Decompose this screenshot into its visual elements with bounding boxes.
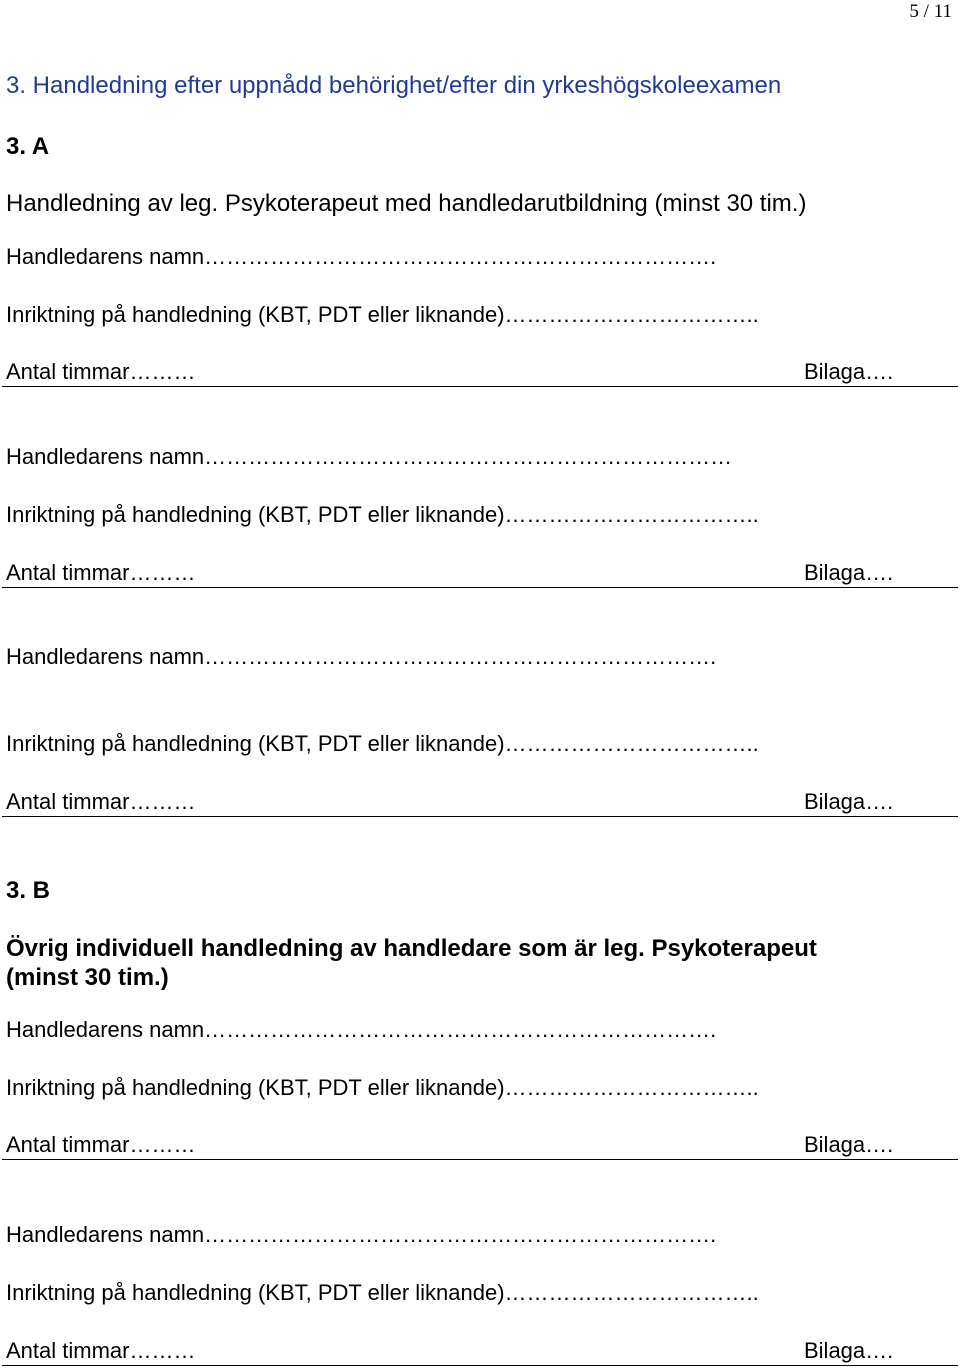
part-a-label: 3. A — [6, 133, 50, 160]
entry-divider — [2, 587, 958, 588]
hours-field[interactable]: Antal timmar……… — [6, 789, 196, 814]
attachment-field[interactable]: Bilaga…. — [804, 1338, 894, 1363]
supervision-focus-field[interactable]: Inriktning på handledning (KBT, PDT eller liknande)…………………………….. — [6, 502, 759, 527]
hours-field[interactable]: Antal timmar……… — [6, 1338, 196, 1363]
supervisor-name-field[interactable]: Handledarens namn……………………………………………………………. — [6, 1222, 717, 1247]
supervisor-name-field[interactable]: Handledarens namn……………………………………………………………. — [6, 1017, 717, 1042]
part-a-title: Handledning av leg. Psykoterapeut med handledarutbildning (minst 30 tim.) — [6, 190, 807, 217]
attachment-field[interactable]: Bilaga…. — [804, 1132, 894, 1157]
entry-divider — [2, 1365, 958, 1366]
page-number: 5 / 11 — [909, 1, 952, 22]
attachment-field[interactable]: Bilaga…. — [804, 359, 894, 384]
supervisor-name-field[interactable]: Handledarens namn……………………………………………………………. — [6, 644, 717, 669]
attachment-field[interactable]: Bilaga…. — [804, 789, 894, 814]
supervisor-name-field[interactable]: Handledarens namn……………………………………………………………… — [6, 444, 733, 469]
attachment-field[interactable]: Bilaga…. — [804, 560, 894, 585]
supervision-focus-field[interactable]: Inriktning på handledning (KBT, PDT eller liknande)…………………………….. — [6, 1280, 759, 1305]
supervisor-name-field[interactable]: Handledarens namn……………………………………………………………. — [6, 244, 717, 269]
entry-divider — [2, 386, 958, 387]
section-title: 3. Handledning efter uppnådd behörighet/efter din yrkeshögskoleexamen — [6, 72, 782, 99]
hours-field[interactable]: Antal timmar……… — [6, 560, 196, 585]
supervision-focus-field[interactable]: Inriktning på handledning (KBT, PDT eller liknande)…………………………….. — [6, 302, 759, 327]
entry-divider — [2, 1159, 958, 1160]
part-b-title-continued: (minst 30 tim.) — [6, 964, 169, 991]
hours-field[interactable]: Antal timmar……… — [6, 359, 196, 384]
supervision-focus-field[interactable]: Inriktning på handledning (KBT, PDT eller liknande)…………………………….. — [6, 731, 759, 756]
hours-field[interactable]: Antal timmar……… — [6, 1132, 196, 1157]
part-b-title: Övrig individuell handledning av handledare som är leg. Psykoterapeut — [6, 935, 817, 962]
part-b-label: 3. B — [6, 877, 51, 904]
entry-divider — [2, 816, 958, 817]
supervision-focus-field[interactable]: Inriktning på handledning (KBT, PDT eller liknande)…………………………….. — [6, 1075, 759, 1100]
